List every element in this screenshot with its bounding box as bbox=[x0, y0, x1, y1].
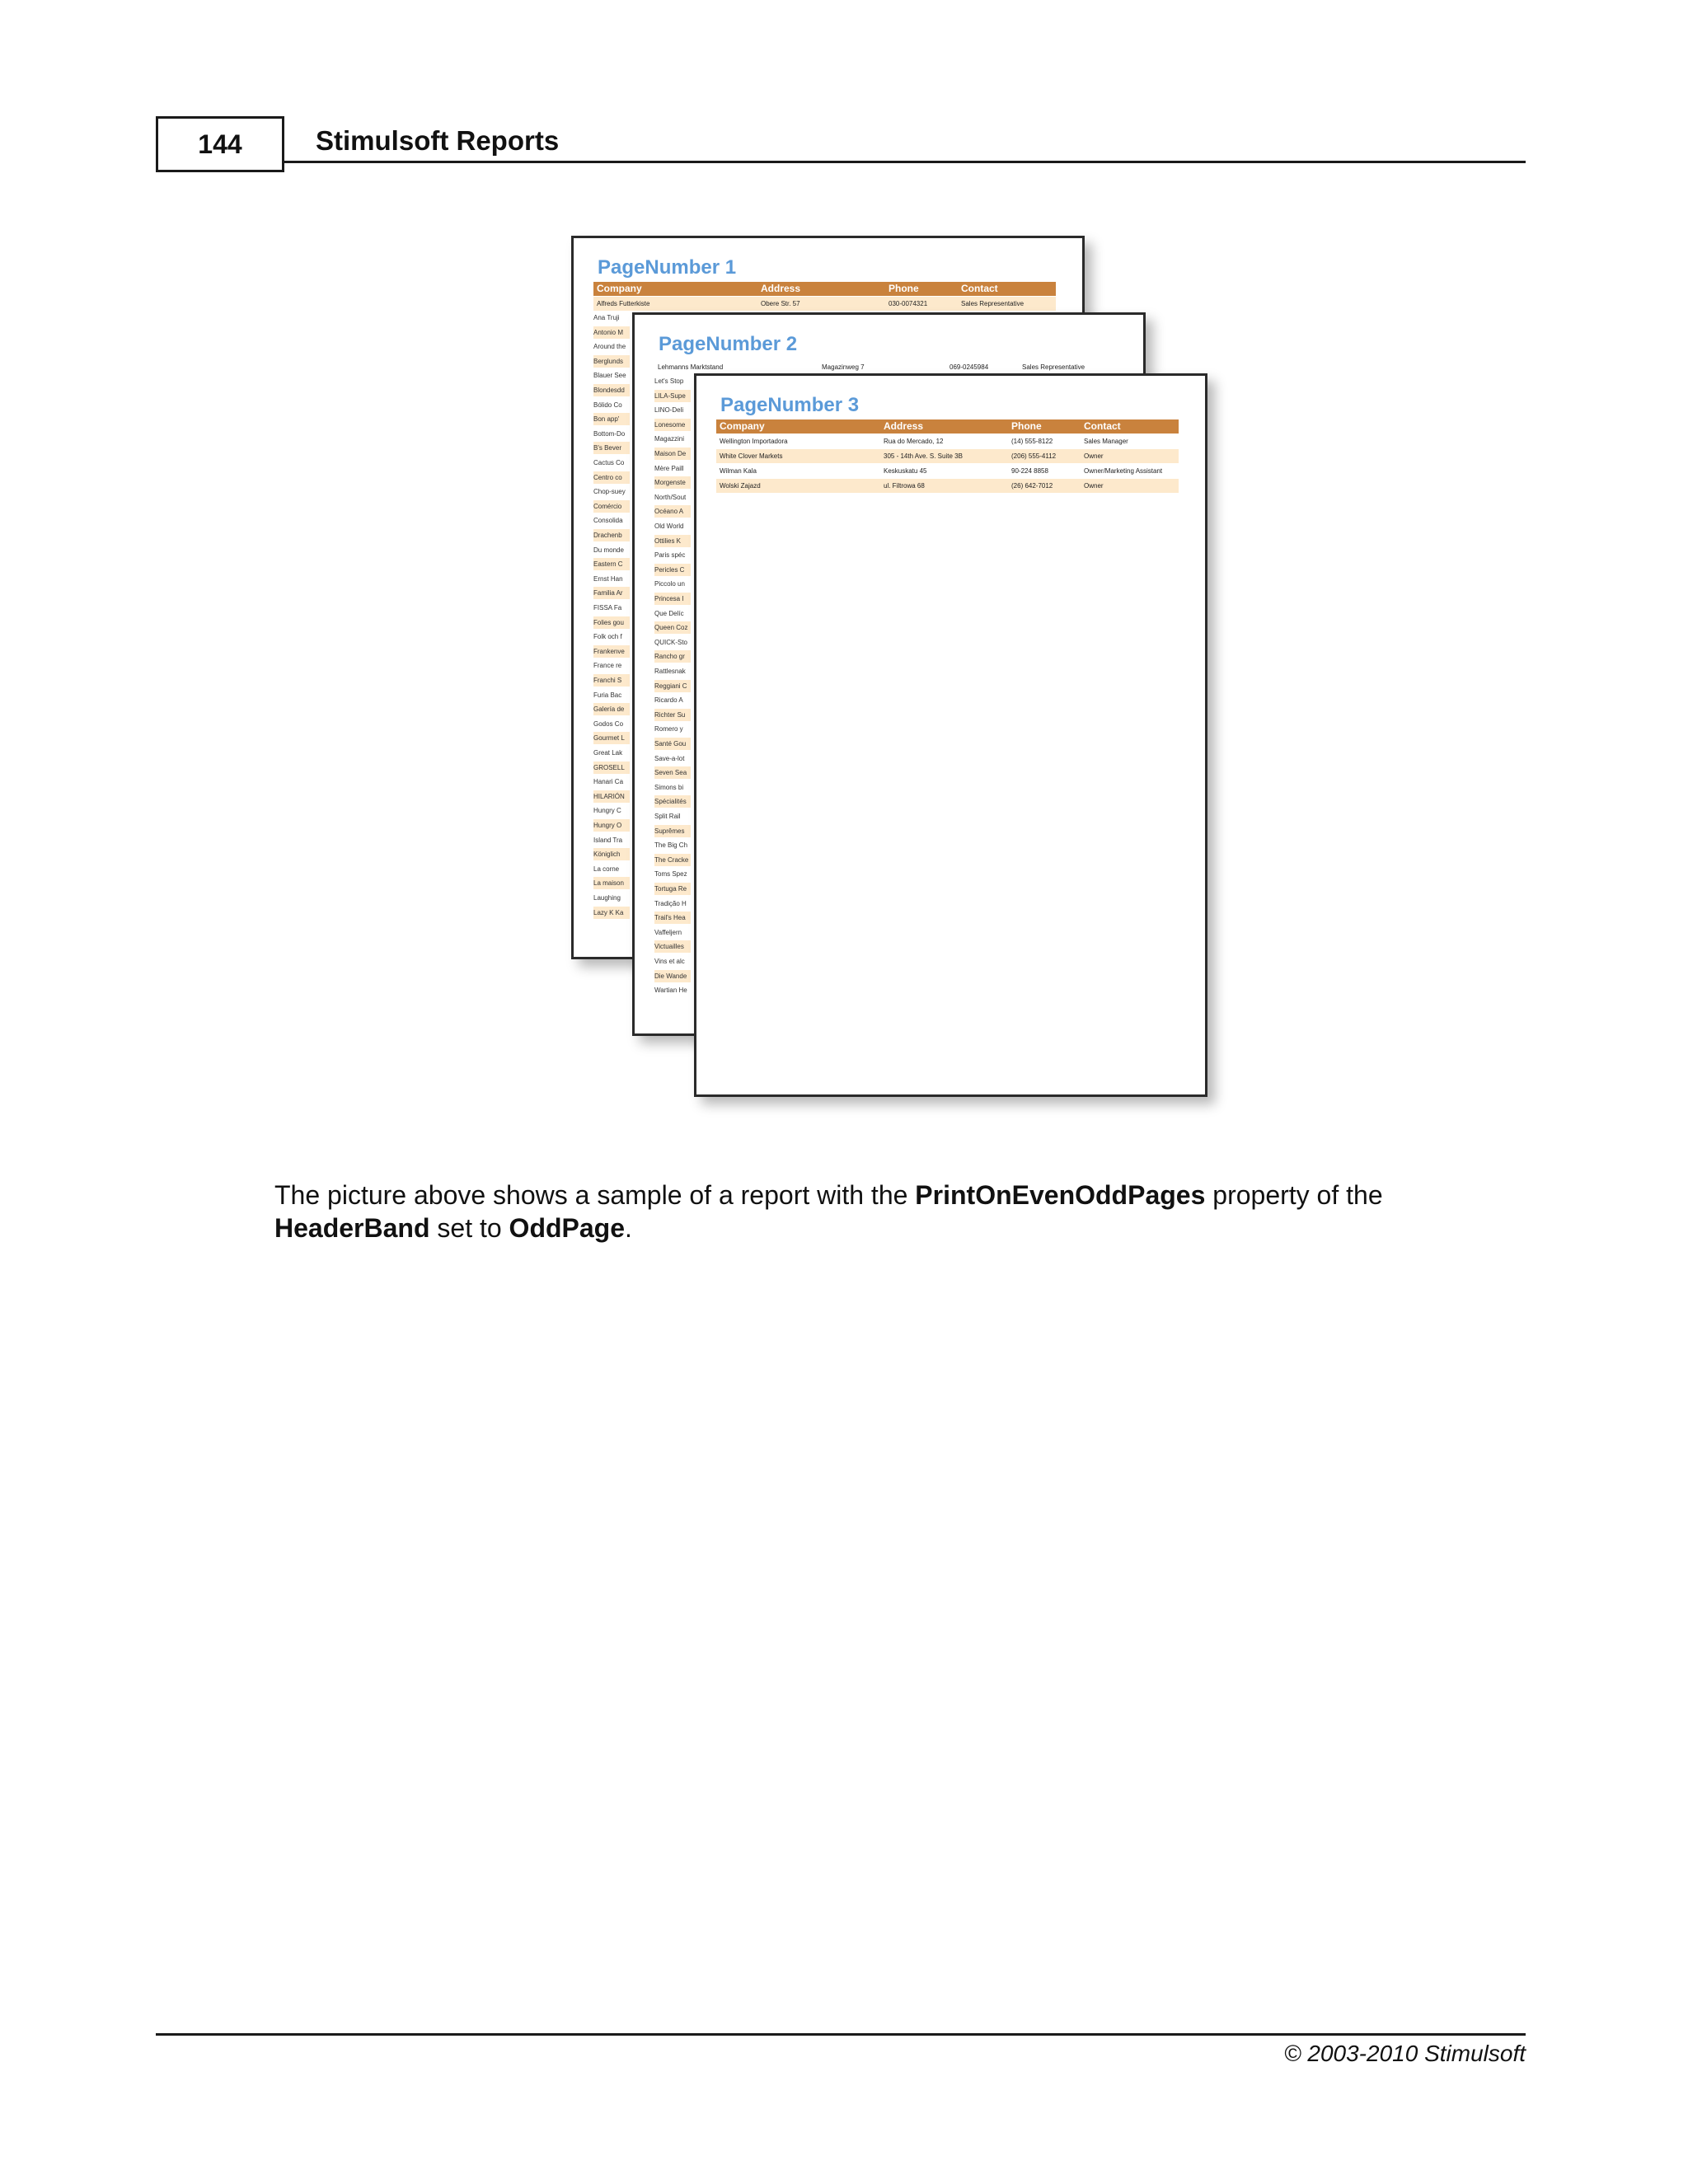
page-number-box bbox=[156, 116, 284, 172]
list-item: Rattlesnak bbox=[654, 668, 686, 675]
list-item: QUICK-Sto bbox=[654, 638, 688, 646]
list-item: Königlich bbox=[593, 848, 630, 860]
list-item: Frankenve bbox=[593, 645, 630, 658]
report-page-3 bbox=[694, 373, 1207, 1097]
list-item: Split Rail bbox=[654, 813, 681, 820]
list-item: Let's Stop bbox=[654, 377, 684, 385]
list-item: Island Tra bbox=[593, 836, 623, 844]
column-company: Company bbox=[720, 420, 765, 432]
list-item: Toms Spez bbox=[654, 870, 687, 879]
list-item: Maison De bbox=[654, 448, 691, 460]
list-item: Que Delíc bbox=[654, 609, 684, 617]
list-item: FISSA Fa bbox=[593, 604, 622, 612]
list-item: Océano A bbox=[654, 505, 691, 518]
list-item: LINO-Deli bbox=[654, 406, 684, 415]
list-item: Godos Co bbox=[593, 719, 624, 728]
list-item: Spécialités bbox=[654, 795, 691, 808]
list-item: Gourmet L bbox=[593, 732, 630, 744]
list-item: Tradição H bbox=[654, 899, 687, 907]
list-item: Centro co bbox=[593, 471, 630, 484]
list-item: Die Wande bbox=[654, 970, 691, 982]
list-item: Vins et alc bbox=[654, 958, 685, 965]
list-item: Great Lak bbox=[593, 749, 623, 757]
list-item: Lazy K Ka bbox=[593, 907, 630, 919]
list-item: Romero y bbox=[654, 725, 683, 733]
document-title: Stimulsoft Reports bbox=[316, 125, 560, 156]
list-item: Furia Bac bbox=[593, 691, 622, 699]
list-item: Queen Coz bbox=[654, 621, 691, 634]
copyright-notice: © 2003-2010 Stimulsoft bbox=[1283, 2041, 1526, 2066]
list-item: Bon app' bbox=[593, 413, 630, 425]
list-item: Reggiani C bbox=[654, 680, 691, 692]
list-item: Ernst Han bbox=[593, 574, 623, 583]
list-item: Wartian He bbox=[654, 987, 687, 995]
list-item: Drachenb bbox=[593, 529, 630, 541]
list-item: The Big Ch bbox=[654, 841, 688, 850]
list-item: Trail's Hea bbox=[654, 912, 691, 924]
table-row: Alfreds Futterkiste Obere Str. 57 030-0074321 Sales Representative bbox=[593, 297, 1056, 311]
page-number: 144 bbox=[198, 129, 242, 159]
column-contact: Contact bbox=[961, 283, 998, 294]
list-item: HILARIÓN bbox=[593, 790, 630, 803]
report-page-title: PageNumber 1 bbox=[598, 256, 737, 279]
list-item: France re bbox=[593, 662, 622, 670]
list-item: Suprêmes bbox=[654, 825, 691, 837]
list-item: Princesa I bbox=[654, 593, 691, 605]
list-item: Save-a-lot bbox=[654, 754, 685, 762]
header-rule bbox=[284, 161, 1526, 163]
table-row: Wellington Importadora Rua do Mercado, 12 (14) 555-8122 Sales Manager bbox=[720, 438, 1128, 445]
list-item: Morgenste bbox=[654, 476, 691, 489]
list-item: GROSELL bbox=[593, 762, 630, 774]
list-item: Pericles C bbox=[654, 564, 691, 576]
list-item: Berglunds bbox=[593, 355, 630, 368]
list-item: Chop-suey bbox=[593, 488, 626, 496]
list-item: Hungry O bbox=[593, 819, 630, 832]
report-column-header bbox=[593, 282, 1056, 296]
list-item: Old World bbox=[654, 523, 684, 530]
list-item: The Cracke bbox=[654, 854, 691, 866]
list-item: Folies gou bbox=[593, 616, 630, 629]
list-item: Du monde bbox=[593, 546, 624, 554]
list-item: North/Sout bbox=[654, 493, 687, 501]
list-item: Franchi S bbox=[593, 674, 630, 687]
report-page-title: PageNumber 2 bbox=[659, 333, 798, 355]
column-company: Company bbox=[597, 283, 642, 294]
table-row: White Clover Markets 305 - 14th Ave. S. Suite 3B (206) 555-4112 Owner bbox=[716, 449, 1179, 463]
property-value: OddPage bbox=[509, 1213, 626, 1243]
list-item: Blondesdd bbox=[593, 384, 630, 396]
list-item: Santé Gou bbox=[654, 738, 691, 750]
column-phone: Phone bbox=[889, 283, 919, 294]
list-item: Rancho gr bbox=[654, 650, 691, 663]
list-item: Ricardo A bbox=[654, 696, 683, 705]
list-item: Around the bbox=[593, 343, 626, 351]
list-item: Victuailles bbox=[654, 940, 691, 953]
table-row: Wilman Kala Keskuskatu 45 90-224 8858 Owner/Marketing Assistant bbox=[720, 467, 1163, 475]
list-item: Laughing bbox=[593, 894, 621, 902]
list-item: Ana Truji bbox=[593, 314, 620, 321]
list-item: Familia Ar bbox=[593, 587, 630, 599]
list-item: Consolida bbox=[593, 517, 623, 525]
list-item: Vaffeljern bbox=[654, 928, 682, 936]
list-item: Ottilies K bbox=[654, 535, 691, 547]
column-address: Address bbox=[761, 283, 801, 294]
list-item: Hungry C bbox=[593, 807, 621, 815]
footer-rule bbox=[156, 2033, 1526, 2036]
report-column-header bbox=[716, 419, 1179, 434]
list-item: Bólido Co bbox=[593, 401, 622, 409]
list-item: Magazzini bbox=[654, 435, 685, 443]
table-row: Wolski Zajazd ul. Filtrowa 68 (26) 642-7012 Owner bbox=[716, 479, 1179, 493]
list-item: Cactus Co bbox=[593, 459, 625, 466]
list-item: Comércio bbox=[593, 500, 630, 513]
list-item: Blauer See bbox=[593, 372, 626, 380]
list-item: B's Bever bbox=[593, 442, 630, 454]
property-name: PrintOnEvenOddPages bbox=[915, 1180, 1206, 1210]
list-item: LILA-Supe bbox=[654, 390, 691, 402]
figure-caption-paragraph: The picture above shows a sample of a report with the PrintOnEvenOddPages property of the HeaderBand set to OddPage. bbox=[274, 1180, 1383, 1243]
list-item: Hanari Ca bbox=[593, 778, 624, 786]
list-item: Lonesome bbox=[654, 419, 691, 431]
list-item: Richter Su bbox=[654, 709, 691, 721]
list-item: La maison bbox=[593, 877, 630, 889]
list-item: Simons bi bbox=[654, 783, 684, 791]
list-item: Galería de bbox=[593, 703, 630, 715]
column-address: Address bbox=[884, 420, 924, 432]
list-item: Tortuga Re bbox=[654, 883, 691, 895]
report-page-title: PageNumber 3 bbox=[720, 394, 860, 416]
column-contact: Contact bbox=[1084, 420, 1121, 432]
list-item: Mère Paill bbox=[654, 464, 684, 472]
list-item: La corne bbox=[593, 865, 620, 873]
band-name: HeaderBand bbox=[274, 1213, 430, 1243]
list-item: Piccolo un bbox=[654, 580, 685, 588]
list-item: Paris spéc bbox=[654, 551, 686, 560]
table-row: Lehmanns Marktstand Magazinweg 7 069-0245984 Sales Representative bbox=[658, 363, 1085, 371]
list-item: Antonio M bbox=[593, 326, 630, 339]
list-item: Bottom-Do bbox=[593, 429, 626, 438]
list-item: Seven Sea bbox=[654, 766, 691, 779]
list-item: Eastern C bbox=[593, 558, 630, 570]
column-phone: Phone bbox=[1011, 420, 1042, 432]
list-item: Folk och f bbox=[593, 633, 622, 641]
